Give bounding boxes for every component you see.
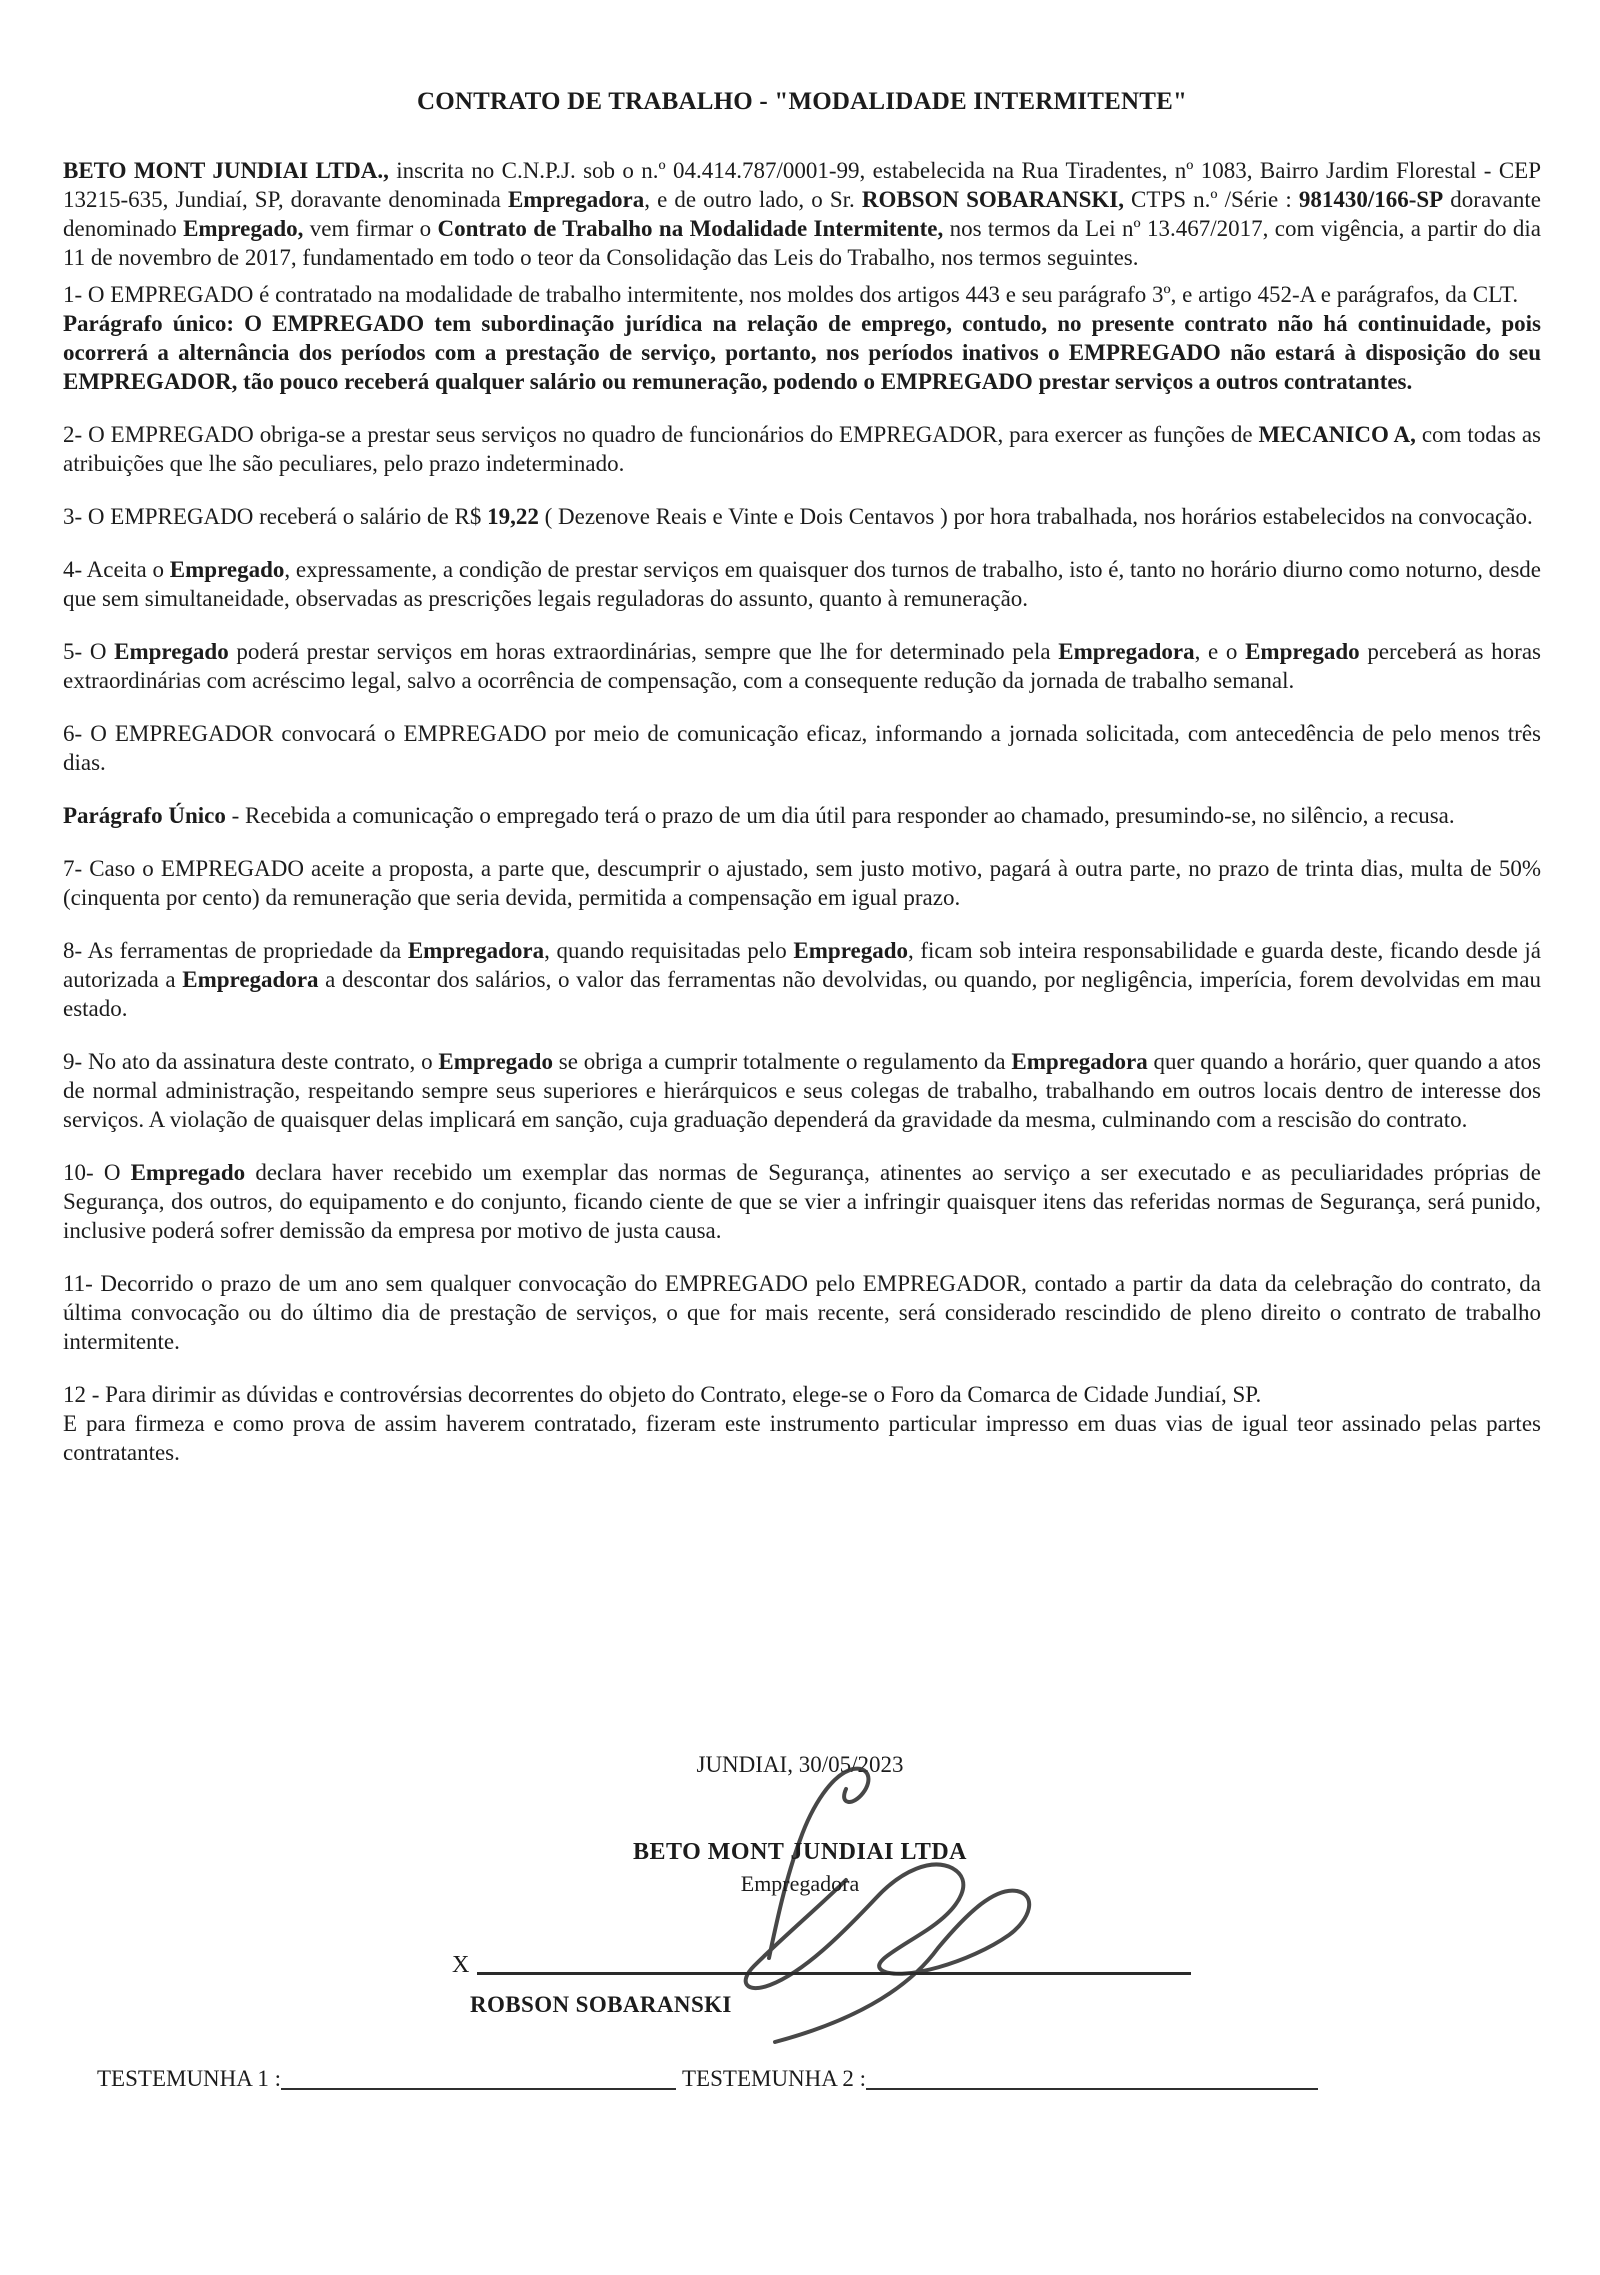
bold-text-segment: Parágrafo único: O EMPREGADO tem subordinação jurídica na relação de emprego, contudo, no presente contrato não há continuidade, pois ocorrerá a alternância dos períodos com a prestação de serviço, portanto, nos períodos inativos o EMPREGADO não estará à disposição do seu EMPREGADOR, tão pouco receberá qualquer salário ou remuneração, podendo o EMPREGADO prestar serviços a outros contratantes. — [63, 311, 1541, 394]
text-segment: , ficam sob inteira responsabilidade e guarda deste, ficando desde já autorizada a — [63, 938, 1542, 992]
bold-text-segment: Empregado — [438, 1049, 553, 1074]
text-segment: 12 - Para dirimir as dúvidas e controvérsias decorrentes do objeto do Contrato, elege-se o Foro da Comarca de Cidade Jundiaí, SP. — [63, 1382, 1262, 1407]
text-segment: , e o — [1194, 639, 1246, 664]
paragraph-closing-statement — [63, 1409, 1541, 1467]
text-segment: 3- O EMPREGADO receberá o salário de R$ — [63, 504, 488, 529]
document-title: CONTRATO DE TRABALHO - "MODALIDADE INTERMITENTE" — [416, 88, 1188, 115]
paragraph-paragrafo-unico-2 — [63, 801, 1541, 830]
bold-text-segment: Empregado — [169, 557, 285, 582]
paragraph-clause-12 — [63, 1380, 1541, 1409]
text-segment: inscrita no C.N.P.J. sob o n.º 04.414.787/0001-99, estabelecida na Rua Tiradentes, nº 1083, Bairro Jardim Florestal - CEP 13215-635, Jundiaí, SP, doravante denominada — [63, 158, 1542, 212]
text-segment: nos termos da Lei nº 13.467/2017, com vigência, a partir do dia 11 de novembro de 2017, fundamentado em todo o teor da Consolidação das Leis do Trabalho, nos termos seguintes. — [63, 216, 1541, 270]
witness1-label: TESTEMUNHA 1 : — [97, 2066, 281, 2091]
text-segment: CTPS n.º /Série : — [1123, 187, 1299, 212]
text-segment: doravante denominado — [63, 187, 1541, 241]
text-segment: 11- Decorrido o prazo de um ano sem qualquer convocação do EMPREGADO pelo EMPREGADOR, contado a partir da data da celebração do contrato, da última convocação ou do último dia de prestação de serviços, o que for mais recente, será considerado rescindido de pleno direito o contrato de trabalho intermitente. — [63, 1271, 1541, 1354]
text-segment: 1- O EMPREGADO é contratado na modalidade de trabalho intermitente, nos moldes dos artigos 443 e seu parágrafo 3º, e artigo 452-A e parágrafos, da CLT. — [63, 282, 1519, 307]
text-segment: quer quando a horário, quer quando a atos de normal administração, respeitando sempre seus superiores e hierárquicos e seus colegas de trabalho, trabalhando em outros locais dentro de interesse dos serviços. A violação de quaisquer delas implicará em sanção, cuja graduação dependerá da gravidade da mesma, culminando com a rescisão do contrato. — [63, 1049, 1541, 1132]
paragraph-clause-1-paragrafo-unico — [63, 309, 1541, 396]
text-segment: com todas as atribuições que lhe são peculiares, pelo prazo indeterminado. — [63, 422, 1542, 476]
text-segment: declara haver recebido um exemplar das normas de Segurança, atinentes ao serviço a ser executado e as peculiaridades próprias de Segurança, dos outros, do equipamento e do conjunto, ficando ciente de que se vier a infringir quaisquer itens das referidas normas de Segurança, será punido, inclusive poderá sofrer demissão da empresa por motivo de justa causa. — [63, 1160, 1541, 1243]
bold-text-segment: Empregado — [114, 639, 229, 664]
text-segment: se obriga a cumprir totalmente o regulamento da — [552, 1049, 1012, 1074]
bold-text-segment: Parágrafo Único — [63, 803, 226, 828]
text-segment: 10- O — [63, 1160, 131, 1185]
paragraph-clause-2 — [63, 420, 1541, 478]
witness2-signature-line — [866, 2088, 1318, 2090]
paragraph-preamble — [63, 156, 1541, 272]
text-segment: vem firmar o — [303, 216, 438, 241]
text-segment: 5- O — [63, 639, 115, 664]
text-segment: 2- O EMPREGADO obriga-se a prestar seus serviços no quadro de funcionários do EMPREGADOR, para exercer as funções de — [63, 422, 1259, 447]
paragraph-clause-11 — [63, 1269, 1541, 1356]
text-segment: , e de outro lado, o Sr. — [644, 187, 862, 212]
text-segment: 8- As ferramentas de propriedade da — [63, 938, 408, 963]
text-segment: 6- O EMPREGADOR convocará o EMPREGADO por meio de comunicação eficaz, informando a jornada solicitada, com antecedência de pelo menos três dias. — [63, 721, 1541, 775]
paragraph-clause-6 — [63, 719, 1541, 777]
text-segment: poderá prestar serviços em horas extraordinárias, sempre que lhe for determinado pela — [228, 639, 1059, 664]
bold-text-segment: Empregado — [130, 1160, 246, 1185]
employer-role-label: Empregadora — [740, 1871, 860, 1896]
bold-text-segment: Contrato de Trabalho na Modalidade Intermitente, — [437, 216, 944, 241]
x-mark: X — [452, 1952, 470, 1978]
bold-text-segment: 981430/166-SP — [1298, 187, 1444, 212]
text-segment: ( Dezenove Reais e Vinte e Dois Centavos ) por hora trabalhada, nos horários estabelecidos na convocação. — [538, 504, 1533, 529]
bold-text-segment: Empregadora — [507, 187, 645, 212]
handwritten-signature-flourish — [680, 1752, 1060, 2052]
bold-text-segment: Empregado — [793, 938, 908, 963]
paragraph-clause-8 — [63, 936, 1541, 1023]
contract-paragraphs — [63, 156, 1541, 1467]
text-segment: , quando requisitadas pelo — [544, 938, 794, 963]
employee-signature-row — [452, 1950, 1191, 1980]
bold-text-segment: Empregado, — [183, 216, 304, 241]
bold-text-segment: MECANICO A, — [1258, 422, 1416, 447]
contract-body — [63, 88, 1541, 1467]
text-segment: perceberá as horas extraordinárias com acréscimo legal, salvo a ocorrência de compensação, com a consequente redução da jornada de trabalho semanal. — [63, 639, 1541, 693]
bold-text-segment: Empregadora — [1011, 1049, 1148, 1074]
witnesses-row — [97, 2066, 1318, 2092]
paragraph-clause-10 — [63, 1158, 1541, 1245]
paragraph-clause-4 — [63, 555, 1541, 613]
text-segment: 9- No ato da assinatura deste contrato, o — [63, 1049, 439, 1074]
bold-text-segment: Empregado — [1245, 639, 1360, 664]
bold-text-segment: Empregadora — [407, 938, 545, 963]
bold-text-segment: ROBSON SOBARANSKI, — [861, 187, 1124, 212]
employee-signature-line — [477, 1972, 1191, 1975]
bold-text-segment: 19,22 — [487, 504, 539, 529]
paragraph-clause-9 — [63, 1047, 1541, 1134]
employer-name: BETO MONT JUNDIAI LTDA — [633, 1839, 967, 1865]
place-and-date: JUNDIAI, 30/05/2023 — [696, 1752, 904, 1777]
text-segment: , expressamente, a condição de prestar serviços em quaisquer dos turnos de trabalho, isto é, tanto no horário diurno como noturno, desde que sem simultaneidade, observadas as prescrições legais reguladoras do assunto, quanto à remuneração. — [63, 557, 1542, 611]
employee-name: ROBSON SOBARANSKI — [470, 1992, 732, 2017]
text-segment: E para firmeza e como prova de assim haverem contratado, fizeram este instrumento particular impresso em duas vias de igual teor assinado pelas partes contratantes. — [63, 1411, 1541, 1465]
text-segment: a descontar dos salários, o valor das ferramentas não devolvidas, ou quando, por negligência, imperícia, forem devolvidas em mau estado. — [63, 967, 1541, 1021]
paragraph-clause-1 — [63, 280, 1541, 309]
bold-text-segment: BETO MONT JUNDIAI LTDA., — [63, 158, 389, 183]
paragraph-clause-7 — [63, 854, 1541, 912]
witness2-label: TESTEMUNHA 2 : — [682, 2066, 866, 2091]
bold-text-segment: Empregadora — [1058, 639, 1195, 664]
bold-text-segment: Empregadora — [182, 967, 319, 992]
text-segment: - Recebida a comunicação o empregado terá o prazo de um dia útil para responder ao chamado, presumindo-se, no silêncio, a recusa. — [225, 803, 1455, 828]
paragraph-clause-3 — [63, 502, 1541, 531]
text-segment: 4- Aceita o — [63, 557, 170, 582]
witness1-signature-line — [281, 2088, 676, 2090]
paragraph-clause-5 — [63, 637, 1541, 695]
text-segment: 7- Caso o EMPREGADO aceite a proposta, a parte que, descumprir o ajustado, sem justo motivo, pagará à outra parte, no prazo de trinta dias, multa de 50% (cinquenta por cento) da remuneração que seria devida, permitida a compensação em igual prazo. — [63, 856, 1541, 910]
